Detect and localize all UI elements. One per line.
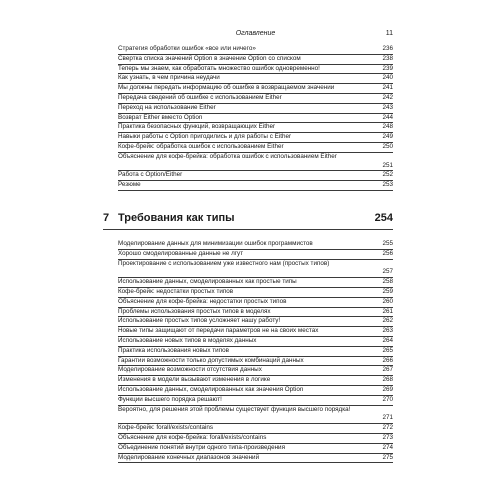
toc-entry[interactable]: [118, 376, 393, 386]
toc-entry[interactable]: [118, 357, 393, 367]
toc-entry-page: 251: [382, 161, 393, 169]
toc-entry-title: Использование данных, смоделированных как значения Option: [118, 385, 304, 393]
toc-entry-page: 248: [382, 123, 393, 131]
toc-entry-page: 250: [382, 142, 393, 150]
running-header-title: Оглавление: [235, 30, 276, 37]
toc-entry[interactable]: [118, 153, 393, 172]
toc-entry[interactable]: [118, 337, 393, 347]
toc-entry[interactable]: [118, 114, 393, 124]
toc-entry[interactable]: [118, 45, 393, 55]
toc-entry-page: 266: [382, 356, 393, 364]
toc-entry-title: Кофе-брейк: forall/exists/contains: [118, 424, 214, 432]
toc-entry[interactable]: [118, 65, 393, 75]
toc-entry-page: 269: [382, 385, 393, 393]
toc-entry-title: Стратегия обработки ошибок «все или ничего»: [118, 45, 256, 52]
chapter-title: Требования как типы: [118, 212, 235, 224]
toc-entry[interactable]: [118, 104, 393, 114]
toc-entry[interactable]: [118, 444, 393, 454]
toc-entry-page: 256: [382, 249, 393, 257]
toc-entry-title: Объяснение для кофе-брейка: forall/exists/contains: [118, 433, 267, 441]
toc-entry-title: Изменения в модели вызывают изменения в логике: [118, 376, 271, 384]
toc-entry[interactable]: [118, 55, 393, 65]
toc-entry-page: 270: [382, 395, 393, 403]
toc-entry-title: Передача сведений об ошибке с использованием Either: [118, 93, 282, 101]
toc-entry-page: 241: [382, 84, 393, 92]
chapter-divider: [103, 229, 393, 230]
toc-entry-title: Теперь мы знаем, как обработать множество ошибок одновременно!: [118, 64, 320, 72]
toc-entry-page: 249: [382, 133, 393, 141]
toc-entry-title: Проектирование с использованием уже известного нам (простых типов): [118, 259, 330, 267]
toc-entry[interactable]: [118, 84, 393, 94]
toc-entry-title: Проблемы использования простых типов в моделях: [118, 307, 271, 315]
toc-entry-title: Работа с Option/Either: [118, 171, 183, 179]
toc-entry-title: Переход на использование Either: [118, 103, 216, 111]
running-header: [118, 30, 393, 42]
toc-entry-page: 258: [382, 278, 393, 286]
toc-entry[interactable]: [118, 347, 393, 357]
toc-entry[interactable]: [118, 94, 393, 104]
toc-entry[interactable]: [118, 406, 393, 425]
toc-entry[interactable]: [118, 288, 393, 298]
toc-entry-title: Моделирование конечных диапазонов значений: [118, 453, 260, 461]
toc-entry-page: 236: [382, 45, 393, 52]
toc-entry-page: 271: [382, 414, 393, 422]
toc-entry[interactable]: [118, 133, 393, 143]
toc-entry-page: 274: [382, 443, 393, 451]
toc-entry[interactable]: [118, 250, 393, 260]
toc-entry-title: Мы должны передать информацию об ошибке в возвращаемом значении: [118, 84, 335, 92]
toc-entry[interactable]: [118, 317, 393, 327]
toc-entry-page: 265: [382, 346, 393, 354]
toc-entry-title: Возврат Either вместо Option: [118, 113, 203, 121]
toc-entry-title: Навыки работы с Option пригодились и для работы с Either: [118, 133, 292, 141]
toc-entry-page: 252: [382, 171, 393, 179]
toc-entry-page: 239: [382, 64, 393, 72]
toc-entry-page: 272: [382, 424, 393, 432]
toc-section-chapter-7: [118, 240, 393, 463]
chapter-page: 254: [374, 212, 393, 224]
toc-entry-title: Кофе-брейк: обработка ошибок с использованием Either: [118, 142, 284, 150]
toc-entry-title: Объяснение для кофе-брейка: недостатки простых типов: [118, 297, 287, 305]
toc-entry-page: 262: [382, 317, 393, 325]
toc-entry-title: Резюме: [118, 181, 141, 189]
toc-entry-title: Вероятно, для решения этой проблемы существует функция высшего порядка!: [118, 405, 351, 413]
toc-entry-page: 268: [382, 376, 393, 384]
toc-entry-title: Функции высшего порядка решают!: [118, 395, 222, 403]
toc-entry-page: 257: [382, 268, 393, 276]
toc-entry-title: Свертка списка значений Option в значение Option со списком: [118, 54, 301, 62]
toc-entry-title: Как узнать, в чем причина неудачи: [118, 74, 220, 82]
toc-entry-title: Гарантии возможности только допустимых комбинаций данных: [118, 356, 304, 364]
toc-entry-page: 240: [382, 74, 393, 82]
toc-entry-title: Моделирование данных для минимизации ошибок программистов: [118, 240, 313, 247]
chapter-number: 7: [103, 212, 110, 224]
toc-entry-page: 243: [382, 103, 393, 111]
toc-entry-title: Практика использования новых типов: [118, 346, 229, 354]
toc-entry-page: 255: [382, 240, 393, 247]
toc-section-previous-chapter: [118, 45, 393, 191]
toc-entry-title: Моделирование возможности отсутствия данных: [118, 366, 262, 374]
toc-entry-page: 267: [382, 366, 393, 374]
toc-entry-page: 259: [382, 287, 393, 295]
toc-entry[interactable]: [118, 308, 393, 318]
toc-entry-page: 263: [382, 327, 393, 335]
toc-entry[interactable]: [118, 74, 393, 84]
toc-entry[interactable]: [118, 171, 393, 181]
toc-entry-title: Хорошо смоделированные данные не лгут: [118, 249, 244, 257]
toc-entry-title: Использование простых типов усложняет нашу работу!: [118, 317, 281, 325]
toc-entry-page: 261: [382, 307, 393, 315]
toc-entry[interactable]: [118, 327, 393, 337]
toc-entry-page: 273: [382, 433, 393, 441]
toc-entry-title: Объединение понятий внутри одного типа-произведения: [118, 443, 285, 451]
toc-entry[interactable]: [118, 278, 393, 288]
toc-entry-page: 275: [382, 453, 393, 461]
toc-entry[interactable]: [118, 181, 393, 191]
toc-entry-title: Использование новых типов в моделях данных: [118, 336, 257, 344]
toc-entry[interactable]: [118, 434, 393, 444]
toc-entry[interactable]: [118, 366, 393, 376]
toc-entry[interactable]: [118, 454, 393, 464]
toc-entry[interactable]: [118, 123, 393, 133]
toc-entry[interactable]: [118, 396, 393, 406]
toc-entry-page: 242: [382, 93, 393, 101]
toc-entry[interactable]: [118, 143, 393, 153]
toc-entry-page: 260: [382, 297, 393, 305]
toc-entry[interactable]: [118, 240, 393, 250]
toc-entry-title: Кофе-брейк: недостатки простых типов: [118, 287, 234, 295]
toc-entry-title: Новые типы защищают от передачи параметров не на своих местах: [118, 327, 319, 335]
toc-entry-title: Практика безопасных функций, возвращающих Either: [118, 123, 276, 131]
chapter-heading[interactable]: [103, 212, 393, 228]
toc-entry-page: 253: [382, 181, 393, 189]
toc-entry[interactable]: [118, 386, 393, 396]
toc-entry-title: Объяснение для кофе-брейка: обработка ошибок с использованием Either: [118, 152, 337, 160]
toc-entry[interactable]: [118, 260, 393, 279]
toc-entry-page: 244: [382, 113, 393, 121]
toc-entry-page: 238: [382, 54, 393, 62]
toc-entry-page: 264: [382, 336, 393, 344]
page-number: 11: [385, 30, 393, 37]
toc-entry-title: Использование данных, смоделированных как простые типы: [118, 278, 297, 286]
toc-entry[interactable]: [118, 298, 393, 308]
toc-entry[interactable]: [118, 424, 393, 434]
